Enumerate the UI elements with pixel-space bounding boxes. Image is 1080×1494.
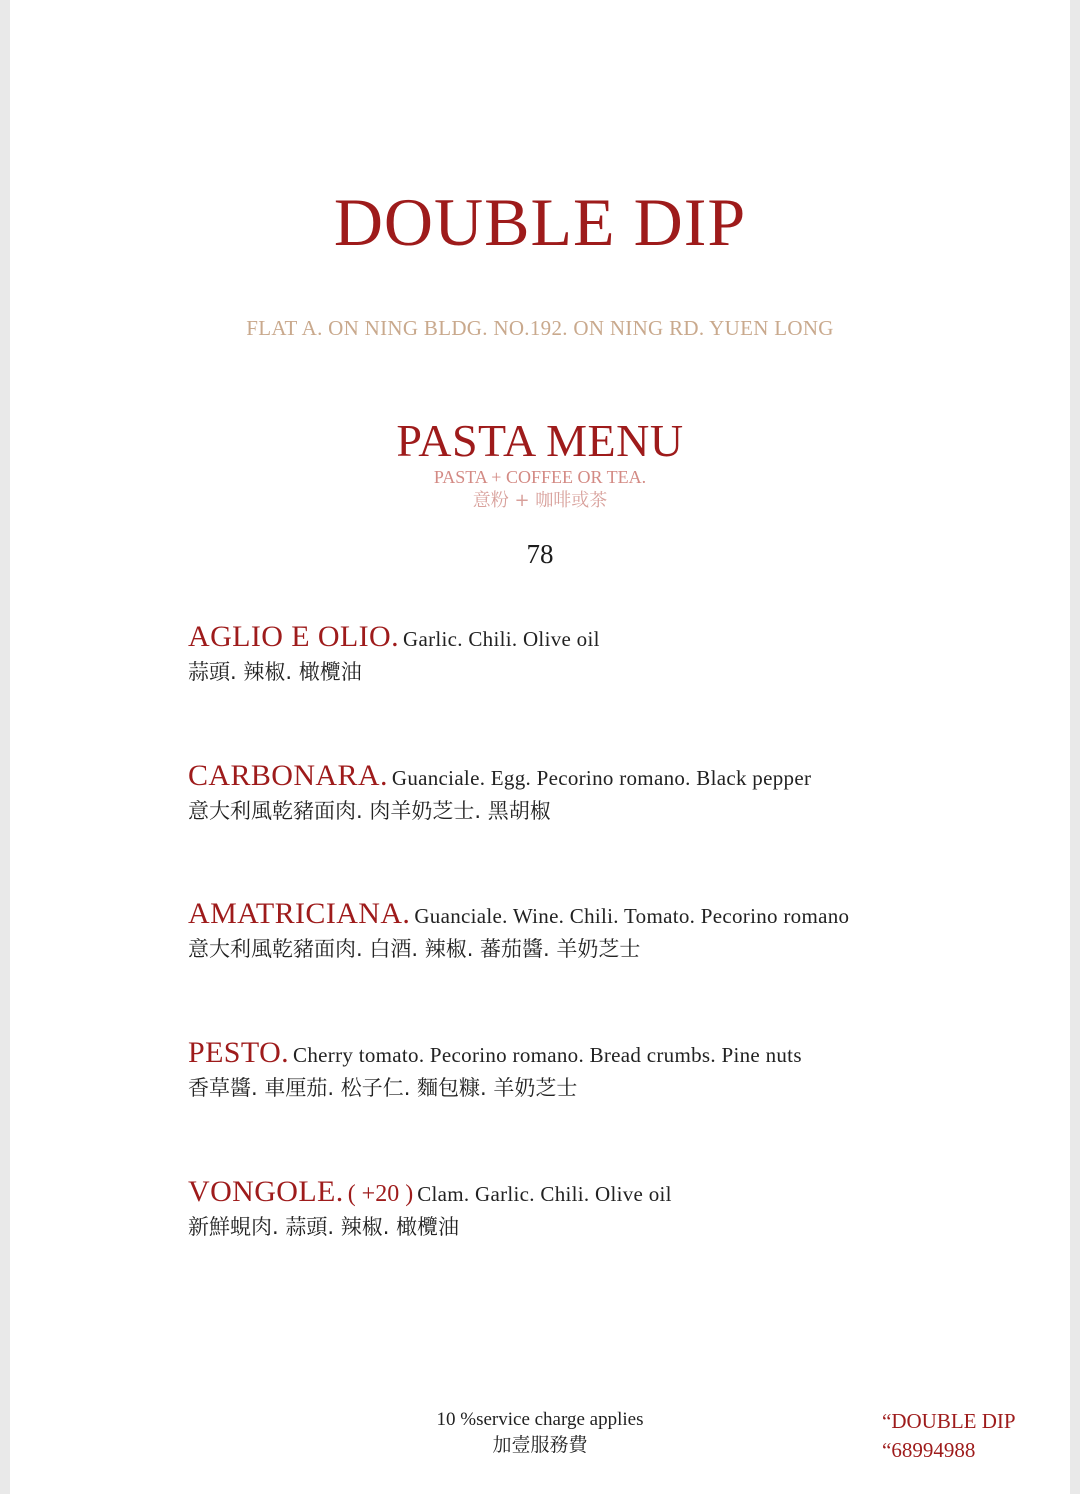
menu-title: PASTA MENU [396,415,684,466]
menu-page [10,0,1070,1494]
menu-item-line [188,899,1048,929]
menu-item-line [188,1038,1048,1068]
menu-item-aglio-e-olio [188,622,1048,683]
menu-item-desc-cn: 新鮮蜆肉. 蒜頭. 辣椒. 橄欖油 [188,1215,460,1239]
menu-item-pesto [188,1038,1048,1099]
menu-price: 78 [526,539,554,569]
menu-item-surcharge: ( +20 ) [347,1181,414,1207]
menu-item-name: PESTO. [188,1036,290,1069]
service-charge-note-en: 10 %service charge applies [436,1409,644,1430]
menu-item-name: VONGOLE. [188,1175,344,1208]
restaurant-address: FLAT A. ON NING BLDG. NO.192. ON NING RD. YUEN LONG [246,316,834,340]
menu-item-desc-en: Garlic. Chili. Olive oil [402,627,600,651]
service-charge-note-cn: 加壹服務費 [492,1434,588,1456]
menu-item-desc-cn: 意大利風乾豬面肉. 肉羊奶芝士. 黑胡椒 [188,799,551,823]
menu-item-desc-en: Cherry tomato. Pecorino romano. Bread crumbs. Pine nuts [293,1043,802,1067]
menu-item-line [188,761,1048,791]
menu-item-line [188,1177,1048,1207]
menu-item-desc-en: Guanciale. Egg. Pecorino romano. Black pepper [391,766,812,790]
menu-item-desc-cn: 蒜頭. 辣椒. 橄欖油 [188,660,362,684]
restaurant-title: DOUBLE DIP [333,184,747,260]
menu-item-desc-cn: 香草醬. 車厘茄. 松子仁. 麵包糠. 羊奶芝士 [188,1076,578,1100]
menu-subtitle-cn: 意粉 + 咖啡或茶 [472,490,608,511]
menu-item-desc-en: Clam. Garlic. Chili. Olive oil [417,1182,672,1206]
menu-item-carbonara [188,761,1048,822]
menu-item-desc-cn: 意大利風乾豬面肉. 白酒. 辣椒. 蕃茄醬. 羊奶芝士 [188,937,641,961]
menu-item-name: CARBONARA. [188,759,388,792]
footer-phone: “68994988 [882,1438,976,1462]
menu-item-line [188,622,1048,652]
menu-item-name: AGLIO E OLIO. [188,620,399,653]
footer-brand: “DOUBLE DIP [882,1409,1016,1433]
menu-item-vongole [188,1177,1048,1238]
menu-item-name: AMATRICIANA. [188,897,411,930]
menu-subtitle-en: PASTA + COFFEE OR TEA. [433,467,647,487]
menu-item-amatriciana [188,899,1048,960]
menu-item-desc-en: Guanciale. Wine. Chili. Tomato. Pecorino romano [414,904,850,928]
